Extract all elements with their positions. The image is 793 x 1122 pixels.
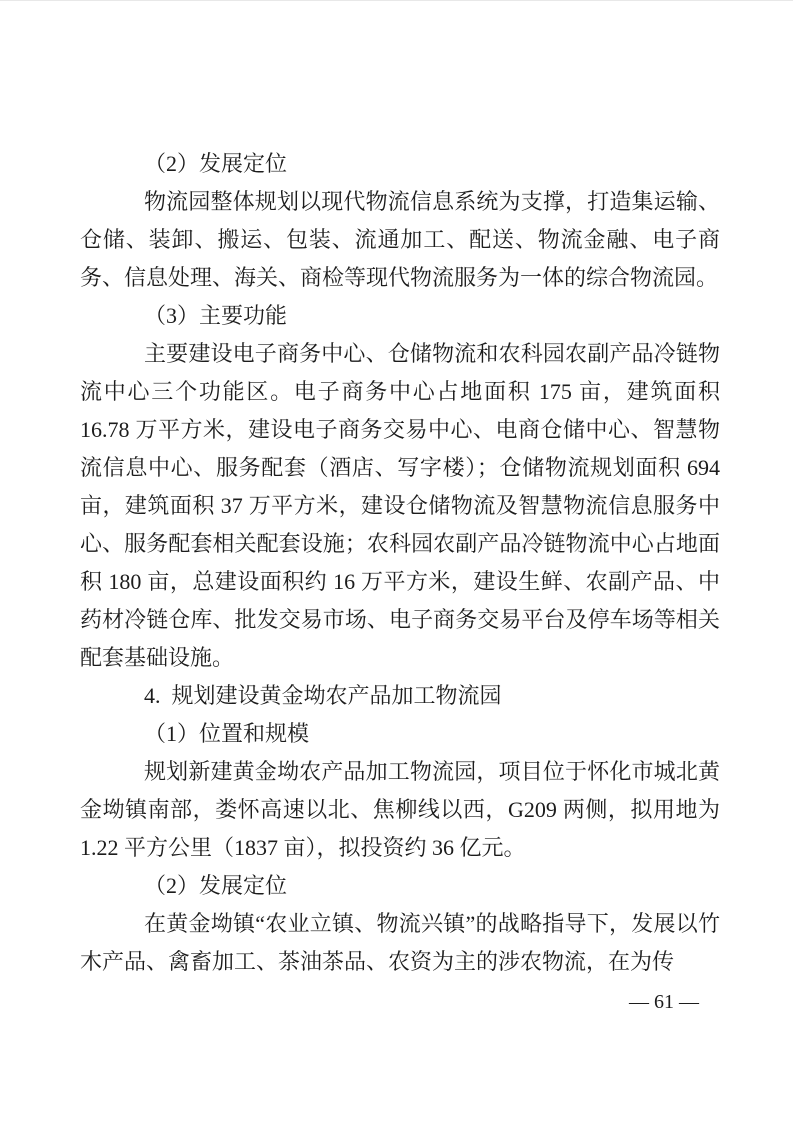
body-paragraph: 主要建设电子商务中心、仓储物流和农科园农副产品冷链物流中心三个功能区。电子商务中心占地面积 175 亩，建筑面积 16.78 万平方米，建设电子商务交易中心、电商仓储中心、智慧物流信息中心、服务配套（酒店、写字楼）；仓储物流规划面积 694 亩，建筑面积 37 万平方米，建设仓储物流及智慧物流信息服务中心、服务配套相关配套设施；农科园农副产品冷链物流中心占地面积 180 亩，总建设面积约 16 万平方米，建设生鲜、农副产品、中药材冷链仓库、批发交易市场、电子商务交易平台及停车场等相关配套基础设施。 bbox=[80, 341, 720, 670]
section-heading: （2）发展定位 bbox=[144, 151, 288, 176]
body-paragraph: 在黄金坳镇“农业立镇、物流兴镇”的战略指导下，发展以竹木产品、禽畜加工、茶油茶品、农资为主的涉农物流，在为传 bbox=[80, 911, 720, 974]
document-body bbox=[80, 145, 720, 981]
section-heading: （2）发展定位 bbox=[144, 873, 288, 898]
page-footer bbox=[0, 990, 699, 1014]
body-paragraph: 规划新建黄金坳农产品加工物流园，项目位于怀化市城北黄金坳镇南部，娄怀高速以北、焦柳线以西，G209 两侧，拟用地为 1.22 平方公里（1837 亩），拟投资约 36 亿元。 bbox=[80, 759, 720, 860]
section-heading: 4. 规划建设黄金坳农产品加工物流园 bbox=[144, 683, 502, 708]
body-paragraph: 物流园整体规划以现代物流信息系统为支撑，打造集运输、仓储、装卸、搬运、包装、流通加工、配送、物流金融、电子商务、信息处理、海关、商检等现代物流服务为一体的综合物流园。 bbox=[80, 189, 720, 290]
section-heading: （3）主要功能 bbox=[144, 303, 288, 328]
section-heading: （1）位置和规模 bbox=[144, 721, 310, 746]
page-number: — 61 — bbox=[629, 991, 699, 1013]
